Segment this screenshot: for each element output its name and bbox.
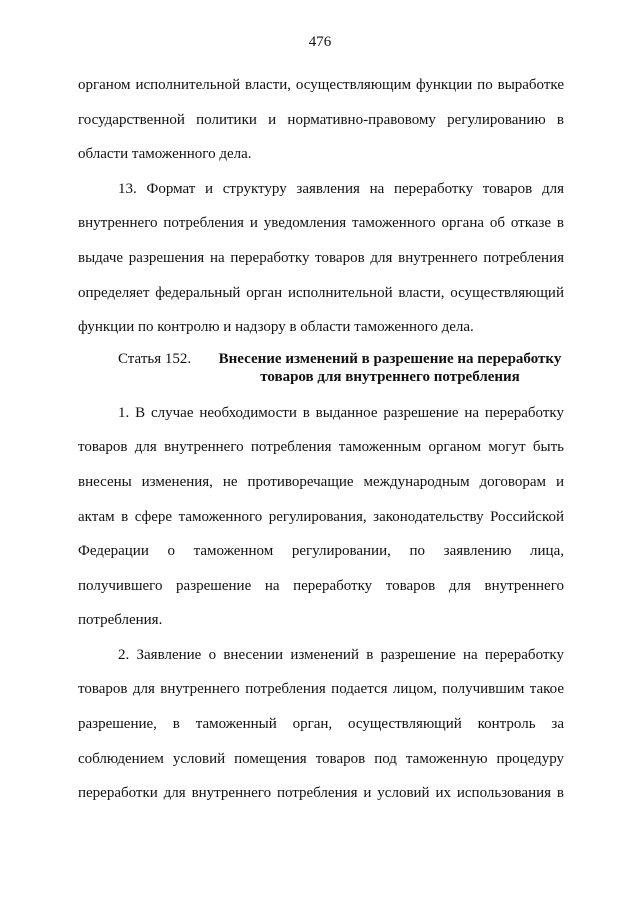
page-number: 476 (308, 34, 332, 50)
article-title (200, 350, 580, 386)
text-line: товаров для внутреннего потребления таможенным органом могут быть (78, 439, 564, 455)
text-line: определяет федеральный орган исполнительной власти, осуществляющий (78, 285, 564, 301)
text-line: государственной политики и нормативно-правовому регулированию в (78, 112, 564, 128)
article-title-line: Внесение изменений в разрешение на переработку (218, 351, 562, 367)
article-title-line: товаров для внутреннего потребления (260, 369, 520, 385)
text-line: 2. Заявление о внесении изменений в разрешение на переработку (118, 647, 564, 663)
text-line: соблюдением условий помещения товаров под таможенную процедуру (78, 751, 564, 767)
text-line: области таможенного дела. (78, 146, 252, 162)
text-line: переработки для внутреннего потребления и условий их использования в (78, 785, 564, 801)
text-line: выдаче разрешения на переработку товаров для внутреннего потребления (78, 250, 564, 266)
text-line: актам в сфере таможенного регулирования, законодательству Российской (78, 509, 564, 525)
text-line: получившего разрешение на переработку товаров для внутреннего (78, 578, 564, 594)
text-line: Федерации о таможенном регулировании, по заявлению лица, (78, 543, 564, 559)
text-line: 1. В случае необходимости в выданное разрешение на переработку (118, 405, 564, 421)
text-line: внутреннего потребления и уведомления таможенного органа об отказе в (78, 215, 564, 231)
text-line: внесены изменения, не противоречащие международным договорам и (78, 474, 564, 490)
text-line: товаров для внутреннего потребления подается лицом, получившим такое (78, 681, 564, 697)
article-label: Статья 152. (118, 351, 192, 367)
text-line: функции по контролю и надзору в области таможенного дела. (78, 319, 474, 335)
text-line: органом исполнительной власти, осуществляющим функции по выработке (78, 77, 564, 93)
text-line: 13. Формат и структуру заявления на переработку товаров для (118, 181, 564, 197)
text-line: разрешение, в таможенный орган, осуществляющий контроль за (78, 716, 564, 732)
text-line: потребления. (78, 612, 163, 628)
